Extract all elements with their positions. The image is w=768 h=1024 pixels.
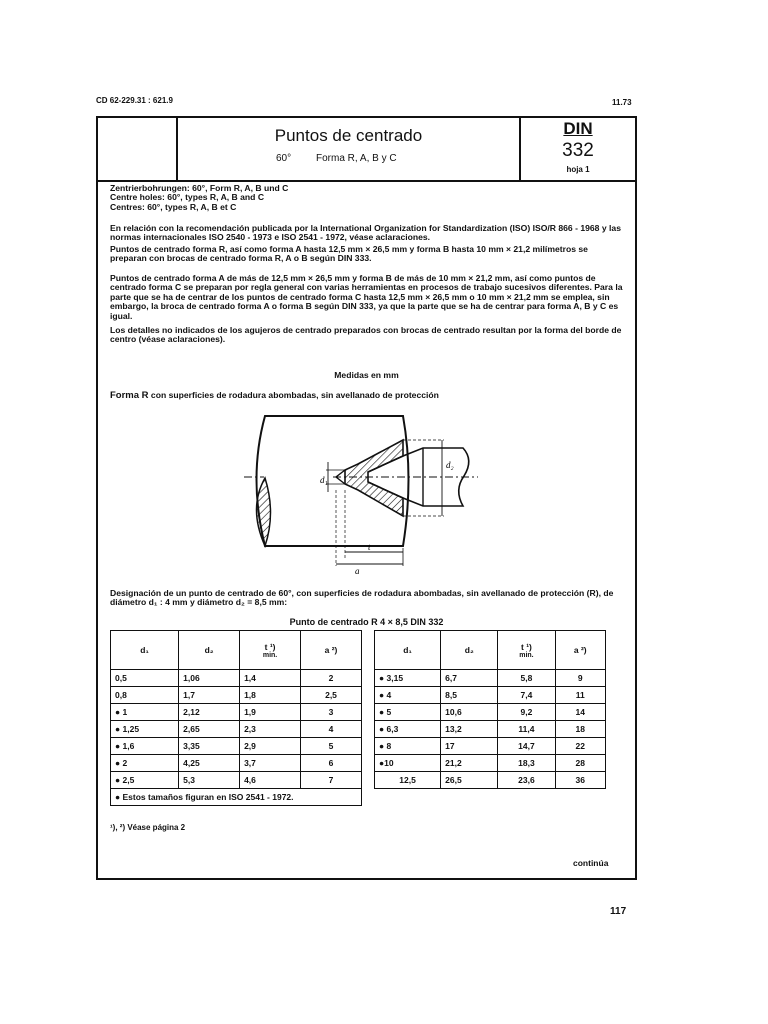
forma-r-label: Forma R <box>110 390 149 401</box>
table-row: 12,5 26,5 23,6 36 <box>375 772 606 789</box>
table-row: ● 4 8,5 7,4 11 <box>375 687 606 704</box>
table-row: ● 2 4,25 3,7 6 <box>111 755 362 772</box>
label-a: a <box>355 566 360 576</box>
designation-example: Punto de centrado R 4 × 8,5 DIN 332 <box>289 617 444 627</box>
col-d1: d₁ <box>375 631 441 670</box>
table-row: ● 8 17 14,7 22 <box>375 738 606 755</box>
intro-lines <box>110 184 625 212</box>
issue-date: 11.73 <box>612 98 632 107</box>
dimension-table-right <box>374 630 606 789</box>
subtitle-angle: 60° <box>276 153 292 164</box>
table-note-row <box>111 789 362 806</box>
din-number: 332 <box>562 140 594 161</box>
page-title: Puntos de centrado <box>274 126 423 145</box>
center-hole-section <box>345 440 403 516</box>
continues-label: continúa <box>573 858 609 868</box>
table-row: ● 1,6 3,35 2,9 5 <box>111 738 362 755</box>
table-note: ● Estos tamaños figuran en ISO 2541 - 1972. <box>111 789 362 806</box>
designation-text: Designación de un punto de centrado de 60°, con superficies de rodadura abombadas, sin avellanado de protección (R), de diámetro d₁ : 4 mm y diámetro d₂ = 8,5 mm: <box>110 588 614 608</box>
paragraph-forma-r: Puntos de centrado forma R, así como forma A hasta 12,5 mm × 26,5 mm y forma B hasta 10 mm × 21,2 milímetros se preparan con brocas de centrado forma R, A o B según DIN 333. <box>110 244 588 264</box>
document-reference: CD 62-229.31 : 621.9 <box>96 96 173 105</box>
intro-line-de: Zentrierbohrungen: 60°, Form R, A, B und C <box>110 183 289 193</box>
paragraph-iso: En relación con la recomendación publicada por la International Organization for Standardization (ISO) ISO/R 866 - 1968 y las normas internacionales ISO 2540 - 1973 e ISO 2541 - 1972, véase aclaraciones. <box>110 223 621 243</box>
table-header-row <box>111 631 362 670</box>
page-frame <box>96 116 637 880</box>
intro-line-fr: Centres: 60°, types R, A, B et C <box>110 201 237 212</box>
footnote: ¹), ²) Véase página 2 <box>110 823 186 832</box>
dimension-table-left <box>110 630 362 806</box>
col-d1: d₁ <box>111 631 179 670</box>
col-d2: d₂ <box>179 631 240 670</box>
din-prefix: DIN <box>563 119 593 138</box>
table-row: 0,5 1,06 1,4 2 <box>111 670 362 687</box>
table-row: ● 1 2,12 1,9 3 <box>111 704 362 721</box>
col-a: a ²) <box>301 631 362 670</box>
units-heading: Medidas en mm <box>334 370 399 380</box>
forma-r-description: con superficies de rodadura abombadas, sin avellanado de protección <box>148 390 439 400</box>
paragraph-details: Los detalles no indicados de los agujeros de centrado preparados con brocas de centrado resultan por la forma del borde de centro (véase aclaraciones). <box>110 325 622 345</box>
forma-r-caption <box>110 390 439 401</box>
label-t: t <box>368 542 371 552</box>
intro-line-en: Centre holes: 60°, types R, A, B and C <box>110 192 265 203</box>
page-number: 117 <box>610 906 627 917</box>
title-block <box>98 118 635 182</box>
break-hatch <box>257 478 271 546</box>
col-t: t ¹) min. <box>498 631 555 670</box>
table-row: ● 1,25 2,65 2,3 4 <box>111 721 362 738</box>
shaft-outline <box>257 416 409 546</box>
center-hole-drawing <box>238 408 498 588</box>
table-row: 0,8 1,7 1,8 2,5 <box>111 687 362 704</box>
table-row: ● 5 10,6 9,2 14 <box>375 704 606 721</box>
table-row: ●10 21,2 18,3 28 <box>375 755 606 772</box>
label-d2: d₂ <box>446 460 454 470</box>
table-row: ● 2,5 5,3 4,6 7 <box>111 772 362 789</box>
sheet-label: hoja 1 <box>566 165 590 174</box>
subtitle-forms: Forma R, A, B y C <box>316 153 397 164</box>
table-row: ● 6,3 13,2 11,4 18 <box>375 721 606 738</box>
col-t: t ¹) min. <box>240 631 301 670</box>
table-row: ● 3,15 6,7 5,8 9 <box>375 670 606 687</box>
paragraph-forma-c: Puntos de centrado forma A de más de 12,5 mm × 26,5 mm y forma B de más de 10 mm × 21,2 mm, así como puntos de centrado forma C se preparan por regla general con varias herramientas en procesos de trabajo sucesivos diferentes. Para la parte que se ha de centrar de los puntos de centrado forma C hasta 12,5 mm × 26,5 mm o 10 mm × 21,2 mm se emplea, sin embargo, la broca de centrado forma A o forma B según DIN 333, ya que la parte que se ha de centrar para forma A, B y C es igual. <box>110 273 623 321</box>
col-a: a ²) <box>555 631 605 670</box>
table-header-row <box>375 631 606 670</box>
label-d1: d₁ <box>320 475 328 485</box>
col-d2: d₂ <box>441 631 498 670</box>
